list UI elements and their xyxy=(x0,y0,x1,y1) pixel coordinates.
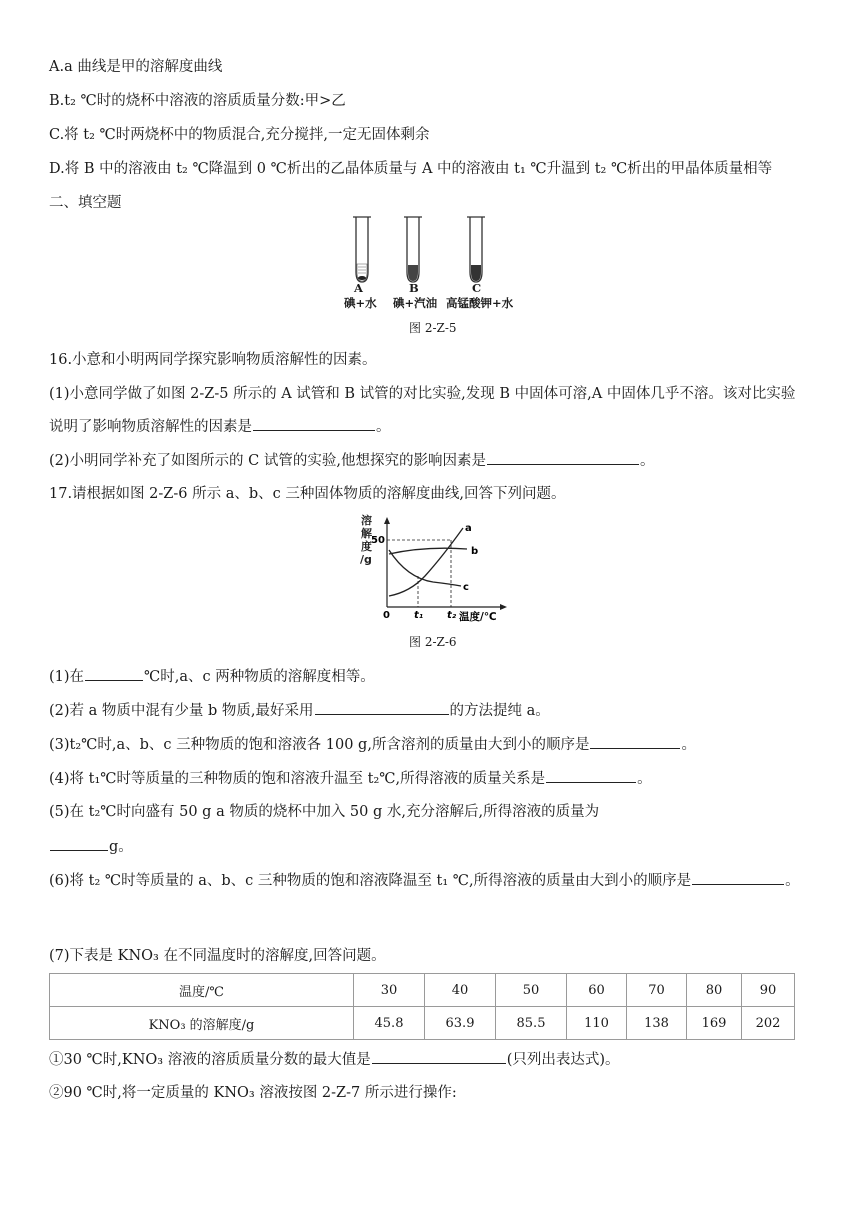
figure5-caption: 图 2-Z-5 xyxy=(409,321,457,335)
q17-part5-line2: g。 xyxy=(49,836,133,857)
tube-label-a: 碘+水 xyxy=(344,296,377,310)
curve-label-c: c xyxy=(463,582,469,593)
table-cell: 202 xyxy=(742,1007,795,1040)
option-a: A.a 曲线是甲的溶解度曲线 xyxy=(49,59,223,75)
answer-blank[interactable] xyxy=(315,700,449,715)
table-header-cell: 温度/℃ xyxy=(50,974,354,1007)
tube-letter-a: A xyxy=(354,281,363,295)
test-tube-a xyxy=(353,217,371,282)
answer-blank[interactable] xyxy=(372,1049,506,1064)
y-tick-50: 50 xyxy=(371,535,385,546)
x-axis-label: 温度/℃ xyxy=(459,611,497,623)
table-cell: 60 xyxy=(567,974,627,1007)
q17-part7-stem: (7)下表是 KNO₃ 在不同温度时的溶解度,回答问题。 xyxy=(49,948,386,964)
q17-part4: (4)将 t₁℃时等质量的三种物质的饱和溶液升温至 t₂℃,所得溶液的质量关系是 。 xyxy=(49,768,652,789)
curve-b xyxy=(389,548,467,554)
x-tick-t2: t₂ xyxy=(447,610,457,621)
tube-letter-b: B xyxy=(409,281,419,295)
tube-label-b: 碘+汽油 xyxy=(393,296,438,310)
solubility-table xyxy=(49,973,795,1040)
solubility-chart xyxy=(355,512,515,624)
table-cell: 70 xyxy=(627,974,687,1007)
table-row xyxy=(50,1007,795,1040)
svg-text:/g: /g xyxy=(360,553,372,566)
table-cell: 45.8 xyxy=(354,1007,425,1040)
tube-letter-c: C xyxy=(472,281,482,295)
table-header-cell: KNO₃ 的溶解度/g xyxy=(50,1007,354,1040)
table-cell: 90 xyxy=(742,974,795,1007)
origin-label: 0 xyxy=(383,610,390,621)
q16-stem: 16.小意和小明两同学探究影响物质溶解性的因素。 xyxy=(49,352,377,368)
table-cell: 40 xyxy=(425,974,496,1007)
table-cell: 138 xyxy=(627,1007,687,1040)
q17-part1: (1)在 ℃时,a、c 两种物质的溶解度相等。 xyxy=(49,666,375,687)
table-cell: 30 xyxy=(354,974,425,1007)
q16-part1-line2: 说明了影响物质溶解性的因素是 。 xyxy=(49,416,391,437)
q16-part1-line1: (1)小意同学做了如图 2-Z-5 所示的 A 试管和 B 试管的对比实验,发现 B 中固体可溶,A 中固体几乎不溶。该对比实验 xyxy=(49,386,796,402)
curve-c xyxy=(389,550,461,586)
option-b: B.t₂ ℃时的烧杯中溶液的溶质质量分数:甲>乙 xyxy=(49,93,346,109)
x-axis-arrow xyxy=(500,604,507,610)
q16-part2: (2)小明同学补充了如图所示的 C 试管的实验,他想探究的影响因素是 。 xyxy=(49,450,654,471)
table-cell: 80 xyxy=(687,974,742,1007)
q17-part3: (3)t₂℃时,a、b、c 三种物质的饱和溶液各 100 g,所含溶剂的质量由大到小的顺序是 。 xyxy=(49,734,696,755)
y-axis-arrow xyxy=(384,517,390,524)
table-cell: 110 xyxy=(567,1007,627,1040)
table-cell: 169 xyxy=(687,1007,742,1040)
q17-stem: 17.请根据如图 2-Z-6 所示 a、b、c 三种固体物质的溶解度曲线,回答下列问题。 xyxy=(49,486,566,502)
curve-label-a: a xyxy=(465,523,472,534)
table-cell: 50 xyxy=(496,974,567,1007)
section-title: 二、填空题 xyxy=(49,195,122,211)
figure6-caption: 图 2-Z-6 xyxy=(409,635,457,649)
q17-sub2: ②90 ℃时,将一定质量的 KNO₃ 溶液按图 2-Z-7 所示进行操作: xyxy=(49,1085,457,1101)
q17-sub1: ①30 ℃时,KNO₃ 溶液的溶质质量分数的最大值是 (只列出表达式)。 xyxy=(49,1049,620,1070)
option-d: D.将 B 中的溶液由 t₂ ℃降温到 0 ℃析出的乙晶体质量与 A 中的溶液由 t₁ ℃升温到 t₂ ℃析出的甲晶体质量相等 xyxy=(49,161,773,177)
svg-text:解: 解 xyxy=(361,527,372,540)
svg-text:度: 度 xyxy=(361,540,372,553)
table-cell: 85.5 xyxy=(496,1007,567,1040)
q17-part5-line1: (5)在 t₂℃时向盛有 50 g a 物质的烧杯中加入 50 g 水,充分溶解后,所得溶液的质量为 xyxy=(49,804,600,820)
x-tick-t1: t₁ xyxy=(414,610,424,621)
curve-a xyxy=(389,528,463,596)
option-c: C.将 t₂ ℃时两烧杯中的物质混合,充分搅拌,一定无固体剩余 xyxy=(49,127,430,143)
test-tube-c xyxy=(467,217,485,282)
answer-blank[interactable] xyxy=(590,734,680,749)
answer-blank[interactable] xyxy=(487,450,639,465)
svg-text:溶: 溶 xyxy=(361,514,372,527)
table-cell: 63.9 xyxy=(425,1007,496,1040)
answer-blank[interactable] xyxy=(85,666,143,681)
curve-label-b: b xyxy=(471,546,479,557)
answer-blank[interactable] xyxy=(692,870,784,885)
answer-blank[interactable] xyxy=(546,768,636,783)
test-tube-b xyxy=(404,217,422,282)
tube-label-c: 高锰酸钾+水 xyxy=(446,296,514,310)
answer-blank[interactable] xyxy=(253,416,375,431)
q17-part2: (2)若 a 物质中混有少量 b 物质,最好采用 的方法提纯 a。 xyxy=(49,700,550,721)
answer-blank[interactable] xyxy=(50,836,108,851)
q17-part6: (6)将 t₂ ℃时等质量的 a、b、c 三种物质的饱和溶液降温至 t₁ ℃,所得溶液的质量由大到小的顺序是 。 xyxy=(49,870,800,891)
table-row xyxy=(50,974,795,1007)
